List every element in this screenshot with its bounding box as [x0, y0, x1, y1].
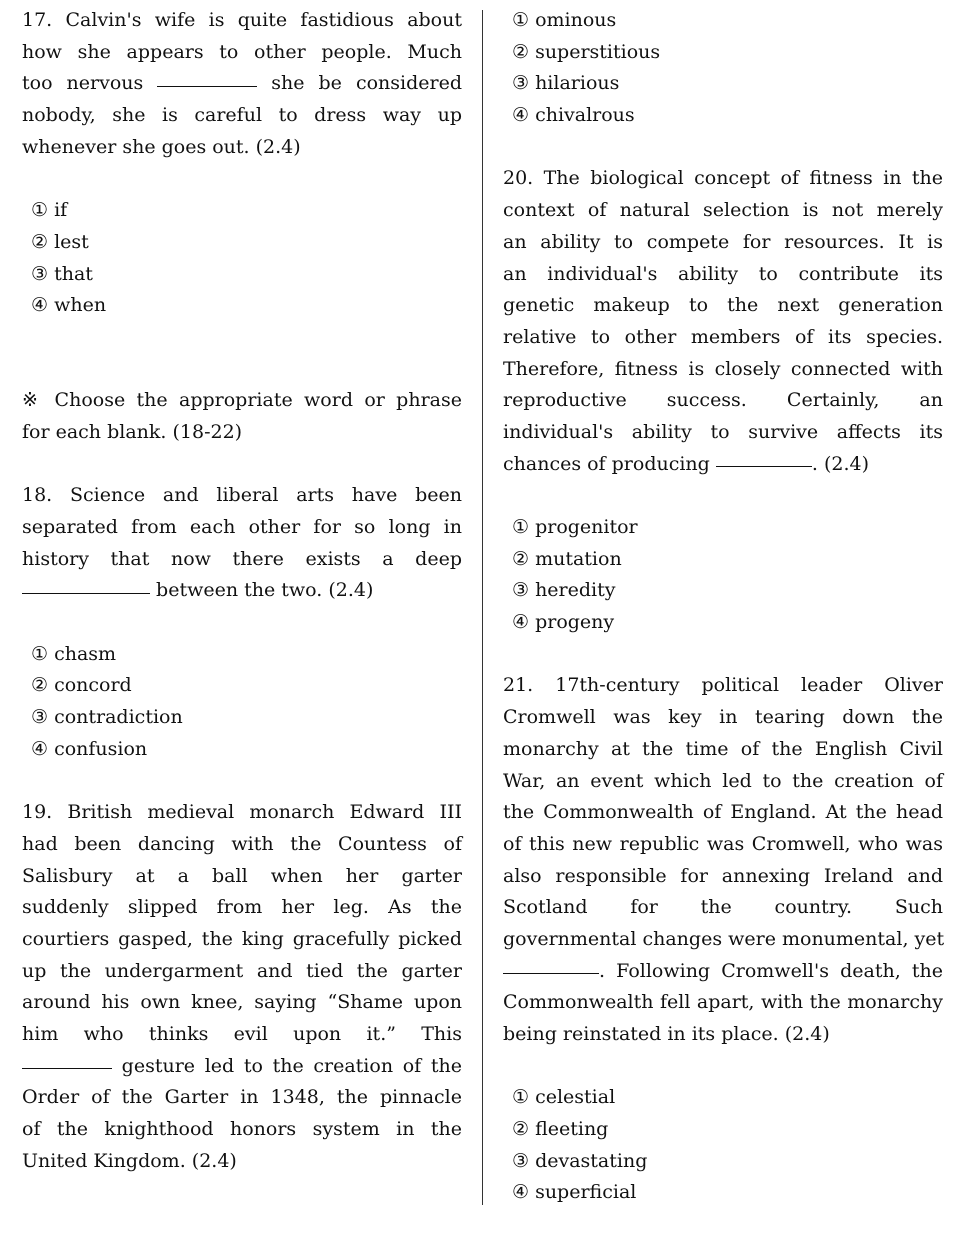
answer-blank — [22, 592, 150, 594]
question-19-line — [22, 1051, 462, 1083]
question-21-line: War, an event which led to the creation of — [503, 769, 943, 792]
question-20-line: 20. The biological concept of fitness in the — [503, 167, 943, 190]
option[interactable]: ④ when — [31, 294, 107, 317]
question-20-line: individual's ability to survive affects its — [503, 420, 943, 443]
option[interactable]: ① if — [31, 199, 68, 222]
question-21-line: of this new republic was Cromwell, who was — [503, 832, 943, 855]
instruction-line: ※ Choose the appropriate word or phrase — [22, 389, 462, 412]
question-19-line: United Kingdom. (2.4) — [22, 1149, 237, 1172]
question-19-line: around his own knee, saying “Shame upon — [22, 991, 462, 1014]
answer-blank — [22, 1067, 112, 1069]
option[interactable]: ② superstitious — [512, 40, 661, 63]
question-20-last-suffix: . (2.4) — [811, 452, 870, 475]
question-21-line: the Commonwealth of England. At the head — [503, 801, 943, 824]
question-19-line: up the undergarment and tied the garter — [22, 959, 462, 982]
option[interactable]: ③ contradiction — [31, 706, 183, 729]
option[interactable]: ① chasm — [31, 642, 117, 665]
question-19 — [22, 797, 462, 1177]
question-21 — [503, 670, 943, 1209]
question-20-line: genetic makeup to the next generation — [503, 294, 943, 317]
option[interactable]: ① ominous — [512, 9, 617, 31]
question-21-line — [503, 956, 943, 988]
question-20 — [503, 163, 943, 638]
column-divider — [482, 10, 483, 1205]
option[interactable]: ② lest — [31, 230, 89, 253]
question-21-blank-line-suffix: . Following Cromwell's death, the — [599, 959, 943, 982]
question-19-line: courtiers gasped, the king gracefully picked — [22, 927, 462, 950]
option[interactable]: ① progenitor — [512, 516, 638, 538]
question-20-line: reproductive success. Certainly, an — [503, 389, 943, 412]
answer-blank — [716, 465, 812, 467]
option[interactable]: ③ hilarious — [512, 72, 620, 95]
option[interactable]: ② fleeting — [512, 1118, 609, 1141]
option[interactable]: ③ devastating — [512, 1149, 648, 1172]
question-17 — [22, 5, 462, 322]
question-17-line3-suffix: she be considered — [271, 72, 462, 95]
question-21-line: Cromwell was key in tearing down the — [503, 706, 943, 729]
question-19-options — [503, 5, 943, 132]
question-19-line: Order of the Garter in 1348, the pinnacle — [22, 1086, 462, 1109]
question-20-line: an ability to compete for resources. It is — [503, 230, 943, 253]
answer-blank — [157, 85, 257, 87]
question-18-line: 18. Science and liberal arts have been — [22, 484, 462, 507]
option[interactable]: ② concord — [31, 674, 132, 697]
question-17-line3-prefix: too nervous — [22, 72, 144, 95]
option[interactable]: ③ that — [31, 262, 93, 285]
question-19-line: had been dancing with the Countess of — [22, 832, 462, 855]
question-17-line: 17. Calvin's wife is quite fastidious about — [22, 9, 462, 31]
question-19-line: 19. British medieval monarch Edward III — [22, 801, 462, 824]
question-18-line4-suffix: between the two. (2.4) — [156, 579, 374, 602]
option[interactable]: ③ heredity — [512, 579, 616, 602]
question-18 — [22, 480, 462, 765]
question-18-line: history that now there exists a deep — [22, 547, 462, 570]
question-21-line: governmental changes were monumental, yet — [503, 927, 945, 950]
instruction-line: for each blank. (18-22) — [22, 420, 243, 443]
question-19-line: of the knighthood honors system in the — [22, 1118, 462, 1141]
option[interactable]: ① celestial — [512, 1086, 616, 1109]
option[interactable]: ④ confusion — [31, 737, 148, 760]
question-21-line: Commonwealth fell apart, with the monarchy — [503, 991, 943, 1014]
option[interactable]: ④ superficial — [512, 1181, 637, 1204]
question-17-line — [22, 68, 462, 100]
answer-blank — [503, 972, 599, 974]
question-20-line: relative to other members of its species. — [503, 325, 943, 348]
question-21-line: Scotland for the country. Such — [503, 896, 943, 919]
question-19-line: Salisbury at a ball when her garter — [22, 864, 462, 887]
question-19-line: him who thinks evil upon it.” This — [22, 1023, 462, 1045]
question-21-line: also responsible for annexing Ireland and — [503, 864, 943, 887]
question-21-line: monarchy at the time of the English Civil — [503, 737, 943, 760]
instruction — [22, 385, 462, 448]
option[interactable]: ② mutation — [512, 547, 622, 570]
question-19-line9-suffix: gesture led to the creation of the — [121, 1054, 462, 1077]
option[interactable]: ④ progeny — [512, 611, 615, 634]
question-20-line: an individual's ability to contribute its — [503, 262, 943, 285]
right-column — [503, 5, 943, 1209]
option[interactable]: ④ chivalrous — [512, 104, 635, 127]
question-20-line: Therefore, fitness is closely connected with — [503, 357, 943, 380]
question-20-line: context of natural selection is not merely — [503, 199, 943, 222]
question-18-line: separated from each other for so long in — [22, 516, 462, 538]
question-20-last-prefix: chances of producing — [503, 452, 710, 475]
question-18-line — [22, 575, 462, 607]
question-20-line — [503, 449, 943, 481]
question-21-line: being reinstated in its place. (2.4) — [503, 1023, 830, 1045]
left-column — [22, 5, 462, 1177]
question-19-line: suddenly slipped from her leg. As the — [22, 896, 462, 919]
question-17-line: whenever she goes out. (2.4) — [22, 135, 301, 158]
question-17-line: nobody, she is careful to dress way up — [22, 104, 462, 127]
question-17-line: how she appears to other people. Much — [22, 40, 462, 63]
question-21-line: 21. 17th-century political leader Oliver — [503, 674, 943, 697]
